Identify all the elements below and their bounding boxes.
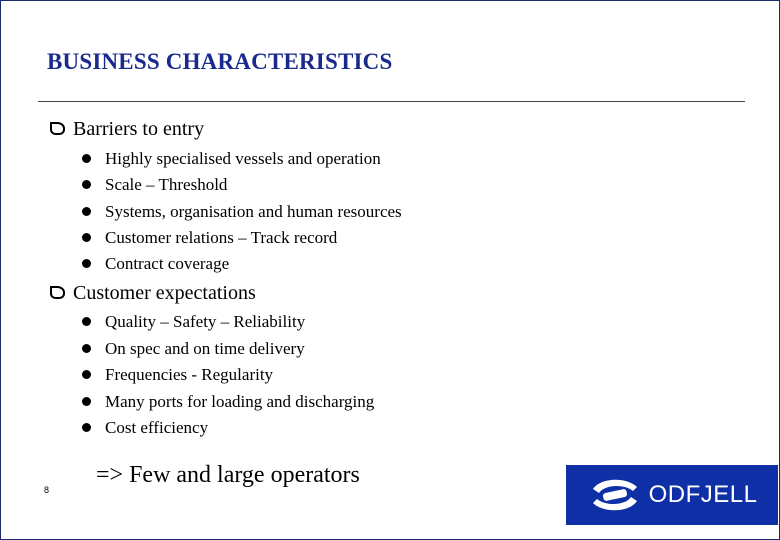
list-item-text: Systems, organisation and human resources	[105, 202, 402, 221]
bullet-dot-icon	[82, 180, 91, 189]
list-item	[82, 392, 374, 412]
odfjell-logo-icon	[587, 475, 643, 515]
conclusion-text: => Few and large operators	[96, 462, 360, 488]
list-item	[82, 202, 402, 222]
list-item	[82, 228, 337, 248]
section-heading-barriers	[50, 118, 204, 141]
list-item-text: Customer relations – Track record	[105, 228, 338, 247]
section-heading-label: Barriers to entry	[73, 118, 205, 140]
logo-text: ODFJELL	[648, 481, 758, 508]
list-item-text: Highly specialised vessels and operation	[105, 149, 381, 168]
list-item	[82, 175, 227, 195]
bullet-dot-icon	[82, 259, 91, 268]
list-item	[82, 312, 305, 332]
company-logo	[566, 465, 778, 525]
hollow-bullet-icon	[50, 286, 65, 299]
bullet-dot-icon	[82, 207, 91, 216]
list-item-text: Contract coverage	[105, 254, 230, 273]
list-item-text: Quality – Safety – Reliability	[105, 312, 306, 331]
bullet-dot-icon	[82, 344, 91, 353]
bullet-dot-icon	[82, 317, 91, 326]
bullet-dot-icon	[82, 233, 91, 242]
list-item	[82, 365, 273, 385]
hollow-bullet-icon	[50, 122, 65, 135]
list-item	[82, 149, 381, 169]
list-item	[82, 339, 305, 359]
bullet-dot-icon	[82, 370, 91, 379]
list-item	[82, 418, 208, 438]
bullet-dot-icon	[82, 397, 91, 406]
list-item-text: On spec and on time delivery	[105, 339, 305, 358]
section-heading-label: Customer expectations	[73, 282, 256, 304]
slide-title: BUSINESS CHARACTERISTICS	[47, 49, 393, 74]
list-item-text: Cost efficiency	[105, 418, 209, 437]
list-item-text: Many ports for loading and discharging	[105, 392, 375, 411]
list-item-text: Scale – Threshold	[105, 175, 228, 194]
list-item-text: Frequencies - Regularity	[105, 365, 274, 384]
bullet-dot-icon	[82, 423, 91, 432]
bullet-dot-icon	[82, 154, 91, 163]
list-item	[82, 254, 229, 274]
title-divider	[38, 101, 745, 102]
page-number: 8	[44, 485, 50, 495]
section-heading-customer-expectations	[50, 282, 256, 305]
